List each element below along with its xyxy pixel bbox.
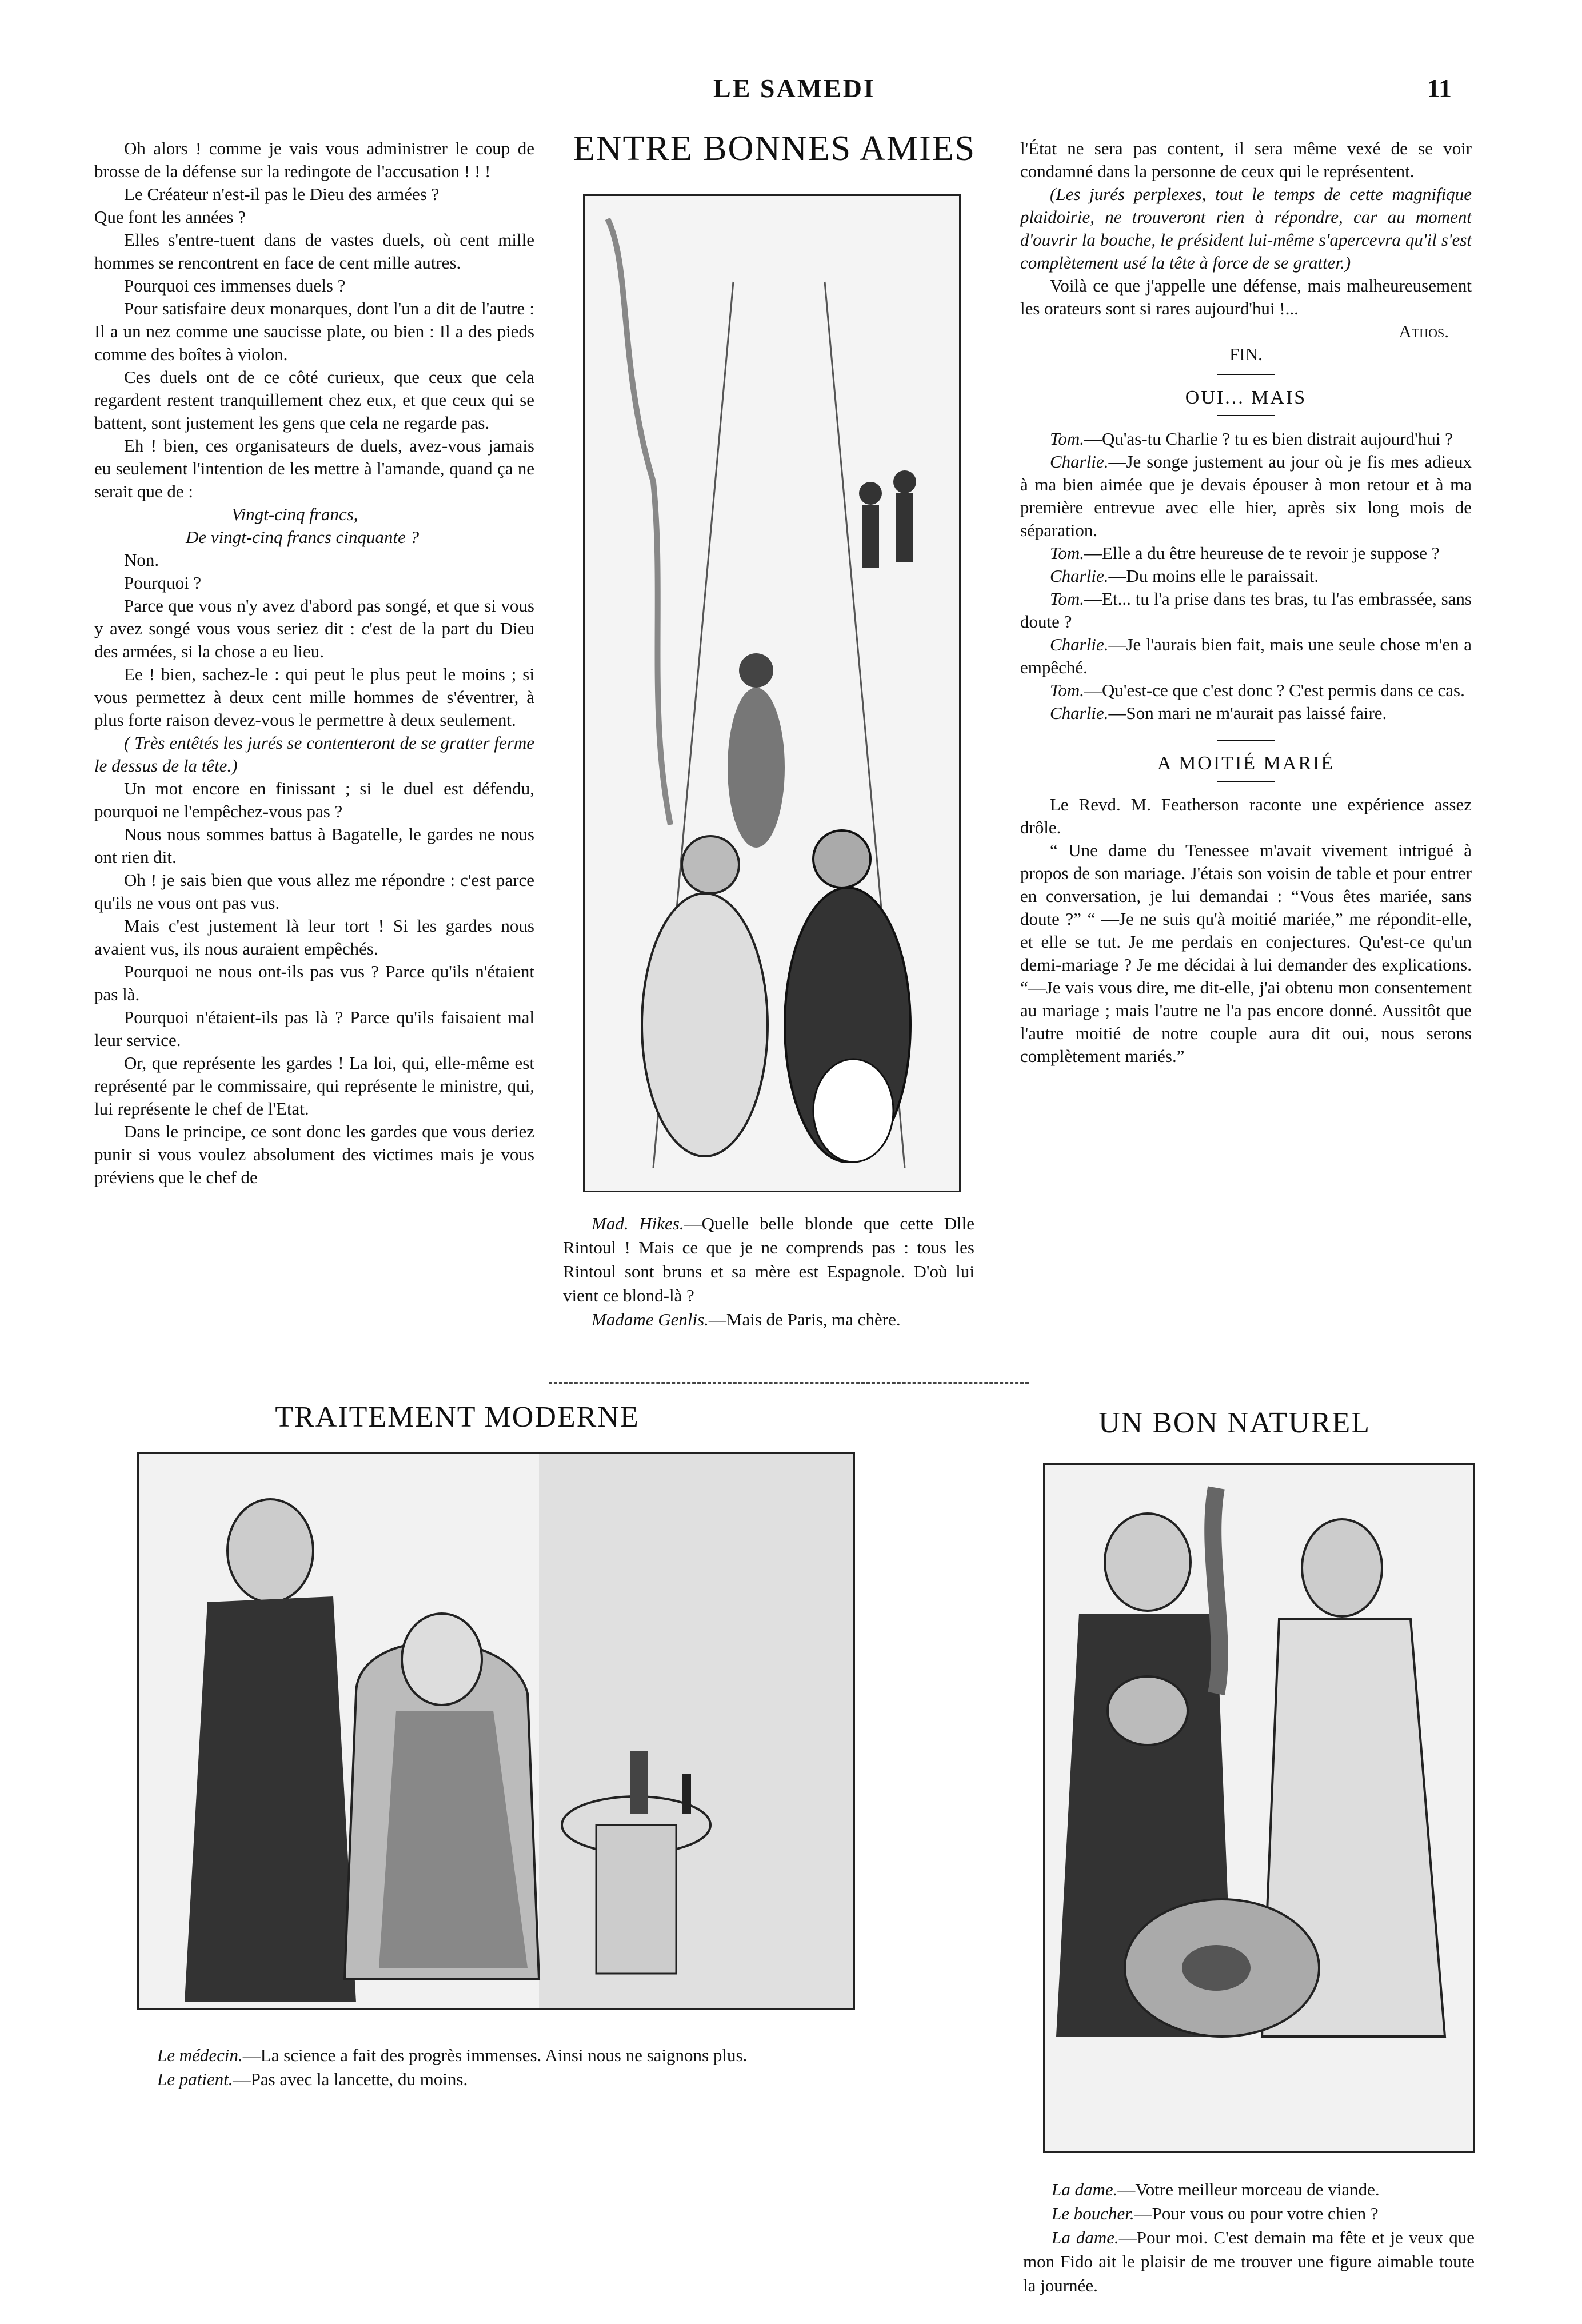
col1-paragraph: Que font les années ? <box>94 207 246 227</box>
col1-paragraph: Un mot encore en finissant ; si le duel est défendu, pourquoi ne l'empêchez-vous pas ? <box>94 778 534 821</box>
col3-closing: Voilà ce que j'appelle une défense, mais malheureusement les orateurs sont si rares aujourd'hui !... <box>1020 275 1472 318</box>
bottom-right-caption <box>1023 2178 1475 2298</box>
dialogue-speaker: Tom. <box>1050 429 1085 449</box>
doctor-patient-illustration <box>139 1454 853 2008</box>
masthead-title: LE SAMEDI <box>713 74 876 103</box>
dialogue-speaker: Charlie. <box>1050 634 1109 654</box>
col1-paragraph: Dans le principe, ce sont donc les gardes que vous deriez punir si vous voulez absolument des victimes mais je vous préviens que le chef de <box>94 1121 534 1187</box>
caption-text: —Mais de Paris, ma chère. <box>708 1309 901 1329</box>
caption-text: —Pas avec la lancette, du moins. <box>233 2069 468 2089</box>
col3-fin: FIN. <box>1229 344 1263 364</box>
caption-speaker: Le médecin. <box>157 2045 243 2065</box>
dialogue-speaker: Tom. <box>1050 680 1085 700</box>
dialogue-text: —Qu'est-ce que c'est donc ? C'est permis dans ce cas. <box>1084 680 1465 700</box>
caption-speaker: La dame. <box>1052 2227 1119 2247</box>
col1-paragraph: Le Créateur n'est-il pas le Dieu des armées ? <box>124 184 440 204</box>
center-caption <box>563 1212 974 1332</box>
caption-text: —Quelle belle blonde que cette Dlle Rintoul ! Mais ce que je ne comprends pas : tous les Rintoul sont bruns et sa mère est Espagnole. D'où lui vient ce blond-là ? <box>563 1213 974 1305</box>
col1-paragraph: Pour satisfaire deux monarques, dont l'un a dit de l'autre : Il a un nez comme une saucisse plate, ou bien : Il a des pieds comme des boîtes à violon. <box>94 298 534 364</box>
bottom-left-illustration <box>137 1452 855 2010</box>
dialogue-text: —Je l'aurais bien fait, mais une seule chose m'en a empêché. <box>1020 634 1472 677</box>
section-divider <box>1217 781 1275 782</box>
dialogue-speaker: Charlie. <box>1050 566 1109 586</box>
col1-paragraph: Oh ! je sais bien que vous allez me répondre : c'est parce qu'ils ne vous ont pas vus. <box>94 870 534 913</box>
section-title-oui-mais: OUI... MAIS <box>1185 387 1307 408</box>
col1-paragraph: Eh ! bien, ces organisateurs de duels, avez-vous jamais eu seulement l'intention de les mettre à l'amande, quand ça ne serait que de : <box>94 436 534 501</box>
bottom-left-title: TRAITEMENT MODERNE <box>275 1401 640 1433</box>
dialogue-speaker: Tom. <box>1050 543 1085 563</box>
dialogue-text: —Elle a du être heureuse de te revoir je suppose ? <box>1084 543 1440 563</box>
column-left <box>94 137 534 1335</box>
caption-speaker: Madame Genlis. <box>592 1309 709 1329</box>
caption-text: —Votre meilleur morceau de viande. <box>1117 2179 1380 2199</box>
dialogue-text: —Je songe justement au jour où je fis mes adieux à ma bien aimée que je devais épouser à mon retour et à ma première entrevue avec elle hier, après six long mois de séparation. <box>1020 452 1472 540</box>
col1-verse: Vingt-cinq francs, <box>231 504 358 524</box>
col1-paragraph: Ee ! bien, sachez-le : qui peut le plus peut le moins ; si vous permettez à deux cent mille hommes de s'éventrer, à plus forte raison devez-vous le permettre à deux seulement. <box>94 664 534 730</box>
section-title-a-moitie-marie: A MOITIÉ MARIÉ <box>1157 753 1335 774</box>
col1-paragraph: Pourquoi ne nous ont-ils pas vus ? Parce qu'ils n'étaient pas là. <box>94 961 534 1004</box>
dialogue-speaker: Charlie. <box>1050 703 1109 723</box>
dialogue-speaker: Charlie. <box>1050 452 1109 472</box>
dialogue-speaker: Tom. <box>1050 589 1085 609</box>
story-paragraph: “ Une dame du Tenessee m'avait vivement intrigué à propos de son mariage. J'étais son voisin de table et pour entrer en conversation, je lui demandai : “Vous êtes mariée, sans doute ?” “ —Je ne suis qu'à moitié mariée,” me répondit-elle, et elle se tut. Je me perdais en conjectures. Qu'est-ce qu'un demi-mariage ? Je me décidai à lui demander des explications. “—Je vais vous dire, me dit-elle, j'ai obtenu mon consentement au mariage ; mais l'autre ne l'a pas encore donné. Aussitôt que l'autre moitié de notre couple aura dit oui, nous serons complètement mariés.” <box>1020 840 1472 1066</box>
caption-text: —Pour vous ou pour votre chien ? <box>1134 2203 1379 2223</box>
section-divider <box>1217 374 1275 375</box>
center-illustration-title: ENTRE BONNES AMIES <box>573 129 976 168</box>
bottom-right-illustration <box>1043 1463 1475 2153</box>
col1-paragraph: Mais c'est justement là leur tort ! Si les gardes nous avaient vus, ils nous auraient empêchés. <box>94 916 534 959</box>
col1-paragraph: Pourquoi ces immenses duels ? <box>124 275 346 296</box>
page-number: 11 <box>1427 74 1452 103</box>
col1-verse: De vingt-cinq francs cinquante ? <box>186 527 420 547</box>
section-divider <box>1217 740 1275 741</box>
butcher-shop-illustration <box>1045 1465 1473 2151</box>
caption-speaker: Le boucher. <box>1052 2203 1134 2223</box>
dialogue-text: —Et... tu l'a prise dans tes bras, tu l'as embrassée, sans doute ? <box>1020 589 1472 632</box>
col1-paragraph: Nous nous sommes battus à Bagatelle, le gardes ne nous ont rien dit. <box>94 824 534 867</box>
caption-speaker: Mad. Hikes. <box>592 1213 684 1233</box>
col3-paragraph: l'État ne sera pas content, il sera même vexé de se voir condamné dans la personne de ceux qui le représentent. <box>1020 138 1472 181</box>
section-divider <box>1217 415 1275 416</box>
col1-paragraph: Pourquoi ? <box>124 573 202 593</box>
caption-text: —Pour moi. C'est demain ma fête et je veux que mon Fido ait le plaisir de me trouver une figure aimable toute la journée. <box>1023 2227 1475 2295</box>
strolling-women-illustration <box>585 196 959 1191</box>
col1-italic-note: ( Très entêtés les jurés se contenteront de se gratter ferme le dessus de la tête.) <box>94 733 534 776</box>
caption-speaker: La dame. <box>1052 2179 1118 2199</box>
col1-paragraph: Ces duels ont de ce côté curieux, que ceux que cela regardent restent tranquillement chez eux, et que ceux qui se battent, sont justement les gens que cela ne regarde pas. <box>94 367 534 433</box>
page-separator <box>549 1382 1029 1384</box>
dialogue-text: —Du moins elle le paraissait. <box>1108 566 1319 586</box>
caption-text: —La science a fait des progrès immenses. Ainsi nous ne saignons plus. <box>242 2045 748 2065</box>
caption-speaker: Le patient. <box>157 2069 233 2089</box>
bottom-left-caption <box>129 2043 872 2091</box>
bottom-right-title: UN BON NATUREL <box>1098 1407 1371 1439</box>
col3-signature: Athos. <box>1399 321 1449 341</box>
col1-paragraph: Non. <box>124 550 159 570</box>
col1-paragraph: Pourquoi n'étaient-ils pas là ? Parce qu'ils faisaient mal leur service. <box>94 1007 534 1050</box>
col3-italic-note: (Les jurés perplexes, tout le temps de cette magnifique plaidoirie, ne trouveront rien à répondre, car au moment d'ouvrir la bouche, le président lui-même s'apercevra qu'il s'est complètement usé la tête à force de se gratter.) <box>1020 184 1472 273</box>
dialogue-text: —Qu'as-tu Charlie ? tu es bien distrait aujourd'hui ? <box>1084 429 1453 449</box>
center-illustration <box>583 194 961 1192</box>
col1-paragraph: Or, que représente les gardes ! La loi, qui, elle-même est représenté par le commissaire, qui représente le ministre, qui, lui représente le chef de l'Etat. <box>94 1053 534 1119</box>
dialogue-text: —Son mari ne m'aurait pas laissé faire. <box>1108 703 1387 723</box>
col1-paragraph: Elles s'entre-tuent dans de vastes duels, où cent mille hommes se rencontrent en face de cent mille autres. <box>94 230 534 273</box>
col1-paragraph: Oh alors ! comme je vais vous administrer le coup de brosse de la défense sur la redingote de l'accusation ! ! ! <box>94 138 534 181</box>
story-paragraph: Le Revd. M. Featherson raconte une expérience assez drôle. <box>1020 794 1472 837</box>
column-right <box>1020 137 1472 1335</box>
col1-paragraph: Parce que vous n'y avez d'abord pas songé, et que si vous y avez songé vous vous seriez dit : c'est de la part du Dieu des armées, si la chose a eu lieu. <box>94 596 534 661</box>
